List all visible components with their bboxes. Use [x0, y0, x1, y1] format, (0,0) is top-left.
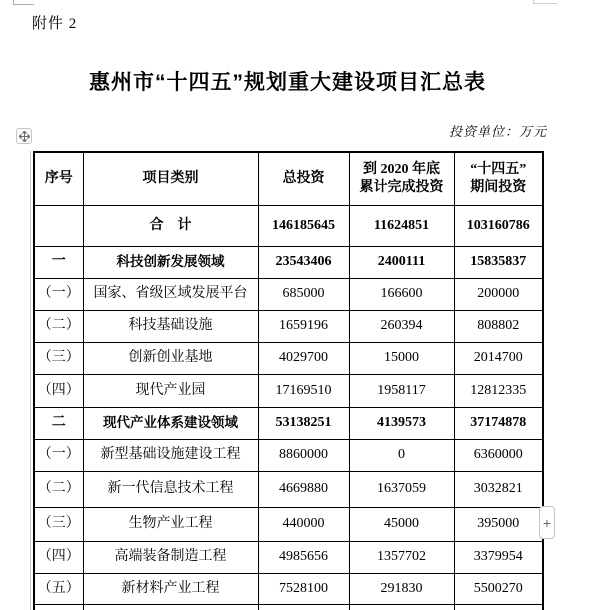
cell-period-investment: 3379954	[454, 541, 543, 573]
projects-summary-table	[33, 151, 544, 610]
cell-completed-by-2020: 15000	[349, 342, 454, 374]
cell-no: （三）	[34, 507, 83, 541]
section-row	[34, 246, 543, 278]
cell-no	[34, 205, 83, 246]
attachment-label: 附件 2	[32, 16, 78, 32]
header-no: 序号	[34, 152, 83, 205]
cell-category: 合 计	[83, 205, 258, 246]
table-row	[34, 342, 543, 374]
header-completed-line2: 累计完成投资	[359, 179, 444, 195]
section-row	[34, 407, 543, 439]
table-row	[34, 439, 543, 471]
cell-period-investment: 3032821	[454, 471, 543, 507]
header-total-investment: 总投资	[258, 152, 349, 205]
table-row	[34, 310, 543, 342]
cell-period-investment: 15835837	[454, 246, 543, 278]
cell-completed-by-2020: 4139573	[349, 407, 454, 439]
page-title: 惠州市“十四五”规划重大建设项目汇总表	[89, 71, 486, 94]
table-row	[34, 541, 543, 573]
cell-completed-by-2020: 11624851	[349, 205, 454, 246]
cell-no: （二）	[34, 310, 83, 342]
header-period-line1: “十四五”	[470, 162, 527, 178]
table-body	[34, 205, 543, 610]
table-row	[34, 374, 543, 407]
cell-no: （二）	[34, 471, 83, 507]
cell-total-investment: 685000	[258, 278, 349, 310]
table-row	[34, 604, 543, 610]
cell-total-investment: 7528100	[258, 573, 349, 604]
page-margin-mark-right	[533, 0, 557, 4]
cell-no: （四）	[34, 374, 83, 407]
cell-no: （一）	[34, 278, 83, 310]
cell-completed-by-2020: 1637059	[349, 471, 454, 507]
table-gridline-guide	[30, 151, 31, 610]
cell-no: （四）	[34, 541, 83, 573]
cell-category: 新型基础设施建设工程	[83, 439, 258, 471]
cell-category: 现代产业体系建设领域	[83, 407, 258, 439]
header-period-line2: 期间投资	[470, 179, 527, 195]
cell-completed-by-2020: 45000	[349, 507, 454, 541]
header-category: 项目类别	[83, 152, 258, 205]
cell-no: 二	[34, 407, 83, 439]
cell-period-investment: 395000	[454, 507, 543, 541]
cell-total-investment: 4029700	[258, 342, 349, 374]
cell-completed-by-2020	[349, 604, 454, 610]
cell-completed-by-2020: 1357702	[349, 541, 454, 573]
cell-category: 生物产业工程	[83, 507, 258, 541]
cell-completed-by-2020: 0	[349, 439, 454, 471]
cell-category: 高端装备制造工程	[83, 541, 258, 573]
cell-category: 新材料产业工程	[83, 573, 258, 604]
cell-completed-by-2020: 291830	[349, 573, 454, 604]
cell-total-investment: 4985656	[258, 541, 349, 573]
cell-total-investment: 53138251	[258, 407, 349, 439]
cell-no: 一	[34, 246, 83, 278]
cell-no: （一）	[34, 439, 83, 471]
cell-completed-by-2020: 1958117	[349, 374, 454, 407]
cell-completed-by-2020: 2400111	[349, 246, 454, 278]
cell-no: （五）	[34, 573, 83, 604]
cell-period-investment: 103160786	[454, 205, 543, 246]
cell-period-investment: 2014700	[454, 342, 543, 374]
header-completed-by-2020	[349, 152, 454, 205]
cell-completed-by-2020: 260394	[349, 310, 454, 342]
cell-period-investment: 808802	[454, 310, 543, 342]
table-move-handle[interactable]	[16, 128, 32, 144]
table-row	[34, 471, 543, 507]
cell-total-investment: 17169510	[258, 374, 349, 407]
cell-category: 现代产业园	[83, 374, 258, 407]
cell-category: 科技基础设施	[83, 310, 258, 342]
cell-category: 科技创新发展领域	[83, 246, 258, 278]
page-margin-mark-left	[13, 0, 34, 5]
cell-total-investment: 146185645	[258, 205, 349, 246]
cell-period-investment: 37174878	[454, 407, 543, 439]
investment-unit-note: 投资单位：万元	[448, 124, 547, 139]
plus-button[interactable]: +	[539, 506, 555, 539]
cell-period-investment	[454, 604, 543, 610]
cell-period-investment: 200000	[454, 278, 543, 310]
header-row	[34, 152, 543, 205]
table-header	[34, 152, 543, 205]
cell-total-investment: 440000	[258, 507, 349, 541]
move-icon	[19, 131, 30, 142]
cell-no	[34, 604, 83, 610]
table-row	[34, 278, 543, 310]
cell-total-investment: 8860000	[258, 439, 349, 471]
cell-category: 国家、省级区域发展平台	[83, 278, 258, 310]
cell-total-investment: 4669880	[258, 471, 349, 507]
cell-total-investment	[258, 604, 349, 610]
total-row	[34, 205, 543, 246]
cell-period-investment: 5500270	[454, 573, 543, 604]
table-row	[34, 507, 543, 541]
cell-total-investment: 23543406	[258, 246, 349, 278]
cell-completed-by-2020: 166600	[349, 278, 454, 310]
cell-period-investment: 6360000	[454, 439, 543, 471]
cell-category	[83, 604, 258, 610]
header-completed-line1: 到 2020 年底	[363, 162, 440, 178]
cell-total-investment: 1659196	[258, 310, 349, 342]
table-row	[34, 573, 543, 604]
header-period-investment	[454, 152, 543, 205]
cell-category: 新一代信息技术工程	[83, 471, 258, 507]
cell-period-investment: 12812335	[454, 374, 543, 407]
cell-no: （三）	[34, 342, 83, 374]
cell-category: 创新创业基地	[83, 342, 258, 374]
